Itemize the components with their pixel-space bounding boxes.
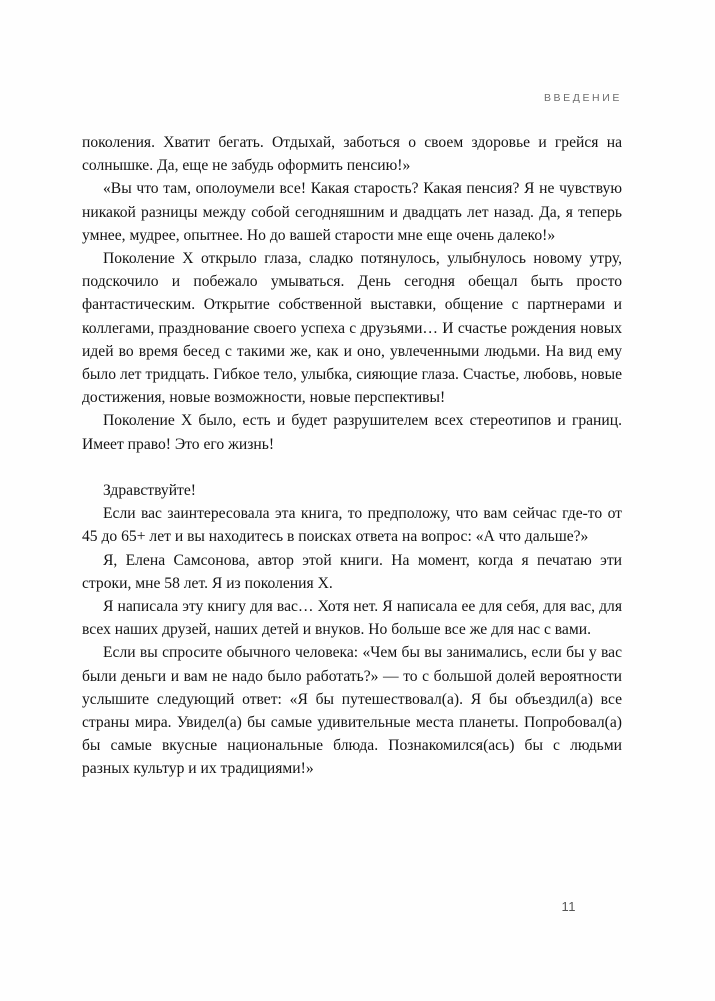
paragraph: поколения. Хватит бегать. Отдыхай, заботься о своем здоровье и грейся на солнышке. Да, еще не забудь оформить пенсию!» bbox=[82, 134, 622, 175]
paragraph: Поколение Х открыло глаза, сладко потянулось, улыбнулось новому утру, подскочило и побежало умываться. День сегодня обещал быть просто фантастическим. Открытие собственной выставки, общение с партнерами и коллегами, празднование своего успеха с друзьями… И счастье рождения новых идей во время бесед с такими же, как и оно, увлеченными людьми. На вид ему было лет тридцать. Гибкое тело, улыбка, сияющие глаза. Счастье, любовь, новые достижения, новые возможности, новые перспективы! bbox=[82, 250, 622, 407]
page-number bbox=[82, 899, 622, 914]
paragraph-greeting: Здравствуйте! bbox=[103, 482, 196, 500]
page-number-value: 11 bbox=[561, 899, 576, 914]
body-text-block bbox=[82, 131, 622, 781]
paragraph: «Вы что там, ополоумели все! Какая старость? Какая пенсия? Я не чувствую никакой разницы между собой сегодняшним и двадцать лет назад. Да, я теперь умнее, мудрее, опытнее. Но до вашей старости мне еще очень далеко!» bbox=[82, 180, 622, 244]
paragraph: Если вы спросите обычного человека: «Чем бы вы занимались, если бы у вас были деньги и вам не надо было работать?» — то с большой долей вероятности услышите следующий ответ: «Я бы путешествовал(а). Я бы объездил(а) все страны мира. Увидел(а) бы самые удивительные места планеты. Попробовал(а) бы самые вкусные национальные блюда. Познакомился(ась) бы с людьми разных культур и их традициями!» bbox=[82, 644, 622, 778]
paragraph: Я написала эту книгу для вас… Хотя нет. Я написала ее для себя, для вас, для всех наших друзей, наших детей и внуков. Но больше все же для нас с вами. bbox=[82, 598, 622, 639]
paragraph: Я, Елена Самсонова, автор этой книги. На момент, когда я печатаю эти строки, мне 58 лет. Я из поколения Х. bbox=[82, 551, 622, 592]
paragraph: Если вас заинтересовала эта книга, то предположу, что вам сейчас где-то от 45 до 65+ лет и вы находитесь в поисках ответа на вопрос: «А что дальше?» bbox=[82, 505, 622, 546]
running-head: ВВЕДЕНИЕ bbox=[543, 92, 622, 104]
paragraph: Поколение Х было, есть и будет разрушителем всех стереотипов и границ. Имеет право! Это его жизнь! bbox=[82, 412, 622, 453]
